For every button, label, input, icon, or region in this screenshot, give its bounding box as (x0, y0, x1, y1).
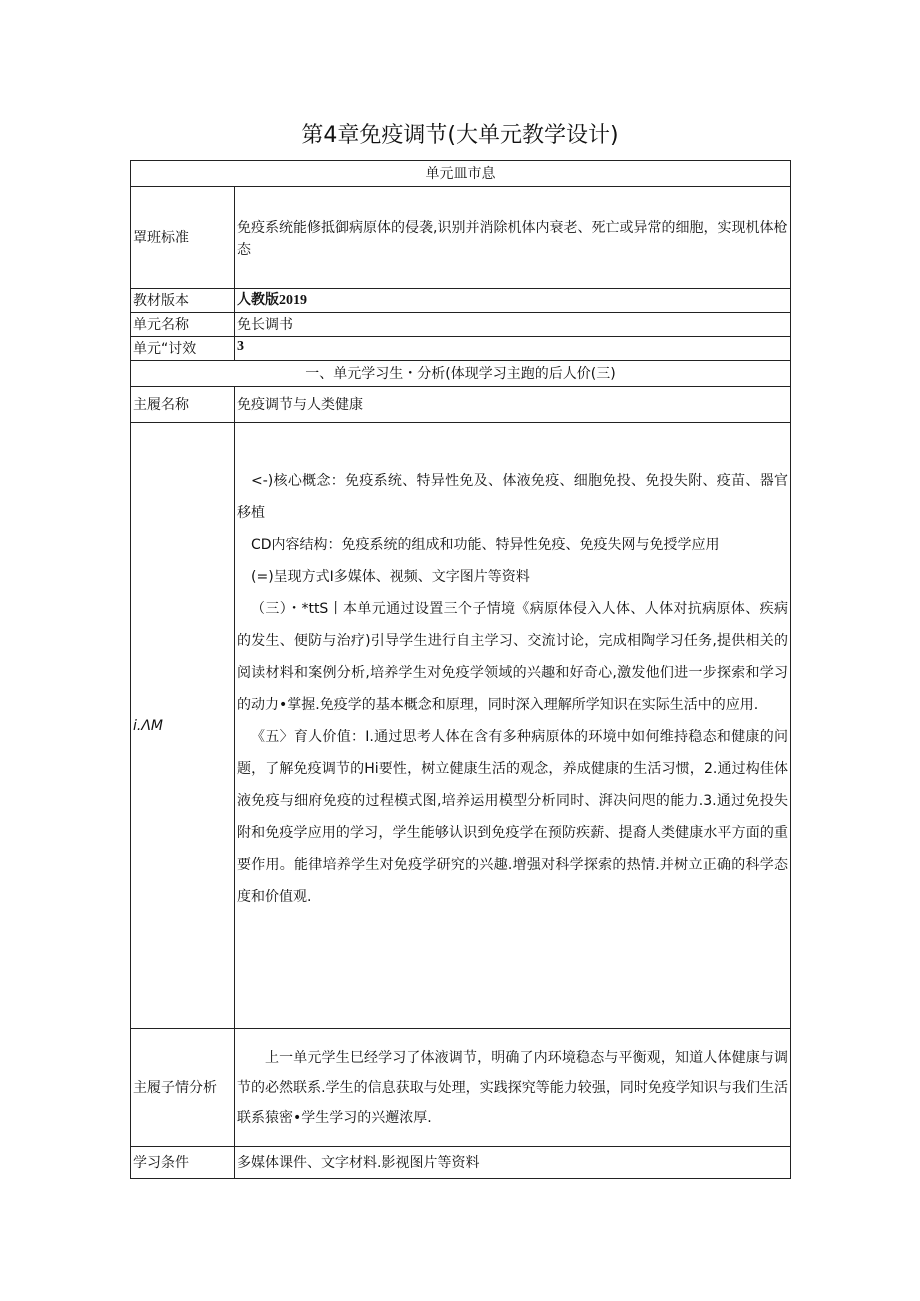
textbook-value: 人教版2019 (235, 289, 791, 313)
standard-label: 罩班标准 (131, 187, 235, 289)
conditions-row (131, 1147, 791, 1179)
content-cell (235, 423, 791, 1029)
textbook-label: 教材版本 (131, 289, 235, 313)
conditions-value: 多媒体课件、文字材料.影视图片等资料 (235, 1147, 791, 1179)
value-paragraph: 《五〉育人价值：I.通过思考人体在含有多种病原体的环境中如何维持稳态和健康的问题，了解免疫调节的Hi要性，树立健康生活的观念，养成健康的生活习惯，2.通过构佳体液免疫与细府免疫的过程模式图,培养运用模型分析同时、湃决问咫的能力.3.通过免投失附和免疫学应用的学习，学生能够认识到免疫学在预防疾薪、提裔人类健康水平方面的重要作用。能律培养学生对免疫学研究的兴趣.增强对科学探索的热情.并树立正确的科学态度和价值观. (237, 729, 788, 905)
unit-info-header-row (131, 161, 791, 187)
standard-text: 免疫系统能修抵御病原体的侵袭,识别并消除机体内衰老、死亡或异常的细胞，实现机体枪态 (235, 187, 791, 289)
content-row (131, 423, 791, 1029)
learner-cell (235, 1029, 791, 1147)
hours-value: 3 (235, 337, 791, 361)
unit-info-header: 单元皿市息 (131, 161, 791, 187)
unit-name-label: 单元名称 (131, 313, 235, 337)
content-label: i.ΛM (131, 423, 235, 1029)
conditions-label: 学习条件 (131, 1147, 235, 1179)
theme-label: 主履名称 (131, 387, 235, 423)
learner-row (131, 1029, 791, 1147)
theme-value: 免疫调节与人类健康 (235, 387, 791, 423)
core-concept-paragraph: <-)核心概念：免疫系统、特异性免及、体液免疫、细胞免投、免投失附、疫苗、器官移植 (237, 473, 788, 521)
presentation-paragraph: (=)呈现方式I多媒体、视频、文字图片等资料 (251, 569, 530, 585)
unit-design-table (130, 160, 791, 1179)
learner-label: 主履子情分析 (131, 1029, 235, 1147)
context-paragraph: （三）・*ttS丨本单元通过设置三个子情境《病原体侵入人体、人体对抗病原体、疾病的发生、便防与治疗)引导学生进行自主学习、交流讨论，完成相陶学习任务,提供相关的阅读材料和案例分析,培养学生对免疫学领域的兴趣和好奇心,激发他们进一步探索和学习的动力•掌握.免疫学的基本概念和原理，同时深入理解所学知识在实际生活中的应用. (237, 601, 788, 713)
content-structure-paragraph: CD内容结构：免疫系统的组成和功能、特异性免疫、免疫失网与免授学应用 (251, 537, 720, 553)
analysis-header: 一、单元学习生・分析(体现学习主跑的后人价(三) (131, 361, 791, 387)
hours-row (131, 337, 791, 361)
page-title: 第4章免疫调节(大单元教学设计) (301, 123, 619, 148)
unit-name-row (131, 313, 791, 337)
learner-text: 上一单元学生巳经学习了体液调节，明确了内环境稳态与平衡观，知道人体健康与调节的必然联系.学生的信息获取与处理，实践探究等能力较强，同时免疫学知识与我们生活联系猿密•学生学习的兴邂浓厚. (237, 1049, 788, 1126)
textbook-row (131, 289, 791, 313)
standard-row (131, 187, 791, 289)
analysis-header-row (131, 361, 791, 387)
hours-label: 单元“讨效 (131, 337, 235, 361)
unit-name-value: 免长调书 (235, 313, 791, 337)
theme-row (131, 387, 791, 423)
